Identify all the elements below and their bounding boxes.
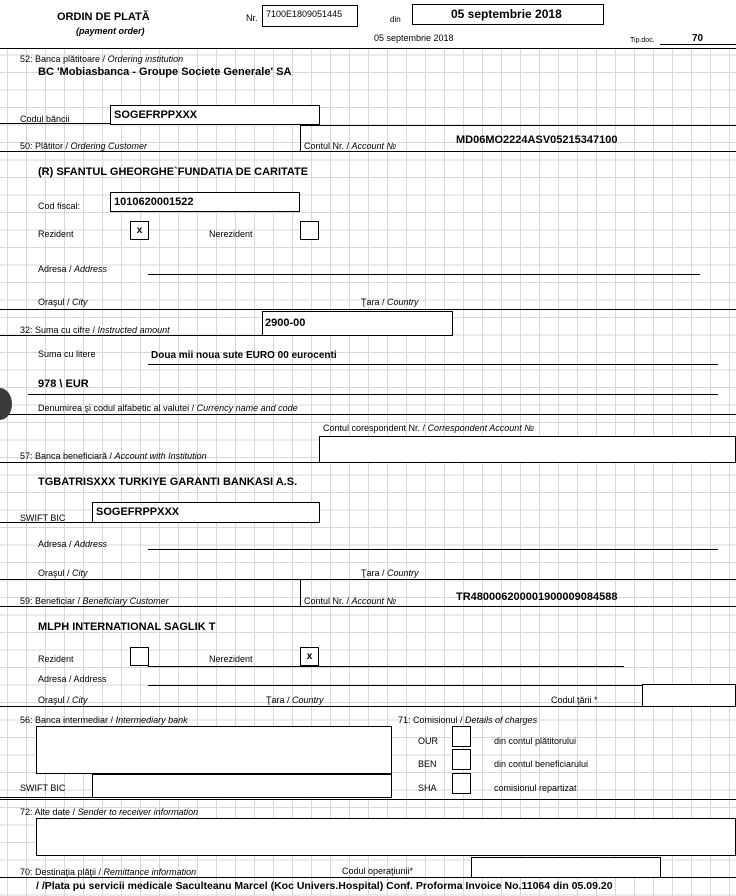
currency-label: Denumirea şi codul alfabetic al valutei / Currency name and code bbox=[38, 403, 298, 413]
remittance-label: 70: Destinaţia plăţii / Remittance information bbox=[20, 867, 197, 877]
charges-sha-checkbox[interactable] bbox=[452, 773, 471, 794]
charges-label: 71: Comisionul / Details of charges bbox=[398, 715, 538, 725]
divider bbox=[0, 151, 736, 152]
tipdoc-underline bbox=[660, 44, 736, 45]
charges-option-code: OUR bbox=[418, 736, 438, 746]
beneficiary-bank-label: 57: Banca beneficiară / Account with Institution bbox=[20, 451, 207, 461]
ben-bank-address-label: Adresa / Address bbox=[38, 539, 108, 549]
ben-address-label: Adresa / Address bbox=[38, 674, 107, 684]
ben-resident-label: Rezident bbox=[38, 654, 74, 664]
ben-country-code-field[interactable] bbox=[642, 684, 736, 707]
ben-city-label: Oraşul / City bbox=[38, 695, 88, 705]
tipdoc-value: 70 bbox=[692, 33, 704, 44]
payer-nonresident-label: Nerezident bbox=[209, 229, 253, 239]
payer-account-label: Contul Nr. / Account № bbox=[304, 141, 397, 151]
ben-bank-country-label: Ţara / Country bbox=[361, 568, 419, 578]
tipdoc-label: Tip.doc. bbox=[630, 37, 655, 44]
bank-code-label: Codul băncii bbox=[20, 114, 70, 124]
charges-option-desc: comisionul repartizat bbox=[494, 783, 577, 793]
date-small: 05 septembrie 2018 bbox=[374, 33, 454, 43]
divider bbox=[0, 309, 736, 310]
divider bbox=[300, 125, 301, 152]
currency-line bbox=[28, 394, 718, 395]
intermediary-field[interactable] bbox=[36, 726, 392, 774]
divider bbox=[300, 125, 736, 126]
divider bbox=[0, 335, 262, 336]
din-label: din bbox=[390, 15, 401, 24]
nr-label: Nr. bbox=[246, 13, 258, 23]
ben-bank-swift-field[interactable] bbox=[92, 502, 320, 523]
amount-words-line bbox=[148, 364, 718, 365]
intermediary-swift-field[interactable] bbox=[92, 774, 392, 798]
intermediary-label: 56: Banca intermediar / Intermediary bank bbox=[20, 715, 188, 725]
ben-nonresident-label: Nerezident bbox=[209, 654, 253, 664]
currency-value[interactable]: 978 \ EUR bbox=[38, 378, 89, 390]
op-code-field[interactable] bbox=[471, 857, 661, 878]
corr-account-label: Contul corespondent Nr. / Correspondent Account № bbox=[323, 423, 535, 433]
bank-code-value: SOGEFRPPXXX bbox=[114, 109, 198, 121]
divider bbox=[0, 606, 736, 607]
form-subtitle: (payment order) bbox=[76, 26, 145, 36]
form-title: ORDIN DE PLATĂ bbox=[57, 11, 150, 23]
ben-bank-address-line[interactable] bbox=[148, 549, 718, 550]
fiscal-code-field[interactable] bbox=[110, 192, 300, 212]
divider bbox=[0, 706, 736, 707]
intermediary-swift-label: SWIFT BIC bbox=[20, 783, 66, 793]
payer-address-line[interactable] bbox=[148, 274, 700, 275]
header-background bbox=[0, 0, 736, 48]
beneficiary-label: 59: Beneficiar / Beneficiary Customer bbox=[20, 596, 169, 606]
payer-resident-label: Rezident bbox=[38, 229, 74, 239]
payer-account-value[interactable]: MD06MO2224ASV05215347100 bbox=[456, 134, 618, 146]
divider bbox=[0, 462, 320, 463]
divider bbox=[0, 123, 110, 124]
payer-nonresident-checkbox[interactable] bbox=[300, 221, 319, 240]
ben-bank-swift-label: SWIFT BIC bbox=[20, 513, 66, 523]
ordering-customer-label: 50: Plătitor / Ordering Customer bbox=[20, 141, 148, 151]
charges-option-desc: din contul beneficiarului bbox=[494, 759, 589, 769]
date-field[interactable] bbox=[412, 4, 604, 25]
divider bbox=[148, 666, 624, 667]
corr-account-field[interactable] bbox=[319, 436, 736, 463]
charges-ben-checkbox[interactable] bbox=[452, 749, 471, 770]
charges-our-checkbox[interactable] bbox=[452, 726, 471, 747]
divider bbox=[0, 48, 736, 49]
amount-field[interactable] bbox=[262, 311, 453, 336]
divider bbox=[0, 414, 736, 415]
payer-resident-checkbox[interactable]: x bbox=[130, 221, 149, 240]
page-edge-marker bbox=[0, 388, 12, 420]
divider bbox=[0, 579, 736, 580]
nr-field[interactable] bbox=[262, 5, 358, 27]
divider bbox=[0, 799, 736, 800]
ordering-institution-label: 52: Banca plătitoare / Ordering institution bbox=[20, 54, 184, 64]
ben-country-label: Ţara / Country bbox=[266, 695, 324, 705]
divider bbox=[0, 797, 92, 798]
divider bbox=[0, 877, 736, 878]
bank-code-field[interactable] bbox=[110, 105, 320, 125]
remittance-value[interactable]: / /Plata pu servicii medicale Saculteanu Marcel (Koc Univers.Hospital) Conf. Proforma Invoice No.11064 din 05.09.20 bbox=[36, 880, 613, 892]
divider bbox=[300, 579, 301, 606]
date-value: 05 septembrie 2018 bbox=[451, 7, 562, 21]
charges-option-code: SHA bbox=[418, 783, 437, 793]
amount-words-value[interactable]: Doua mii noua sute EURO 00 eurocenti bbox=[151, 350, 337, 361]
payer-city-label: Oraşul / City bbox=[38, 297, 88, 307]
beneficiary-account-label: Contul Nr. / Account № bbox=[304, 596, 397, 606]
ben-bank-swift-value: SOGEFRPPXXX bbox=[96, 506, 180, 518]
ben-resident-checkbox[interactable] bbox=[130, 647, 149, 666]
beneficiary-account-value[interactable]: TR480006200001900009084588 bbox=[456, 591, 618, 603]
amount-words-label: Suma cu litere bbox=[38, 349, 96, 359]
other-info-field[interactable] bbox=[36, 818, 736, 856]
ben-nonresident-checkbox[interactable]: x bbox=[300, 647, 319, 666]
ben-address-line[interactable] bbox=[148, 685, 718, 686]
charges-option-code: BEN bbox=[418, 759, 437, 769]
op-code-label: Codul operaţiunii* bbox=[342, 866, 414, 876]
beneficiary-bank-name[interactable]: TGBATRISXXX TURKIYE GARANTI BANKASI A.S. bbox=[38, 476, 298, 488]
charges-option-desc: din contul plătitorului bbox=[494, 736, 577, 746]
ben-bank-city-label: Oraşul / City bbox=[38, 568, 88, 578]
amount-label: 32: Suma cu cifre / Instructed amount bbox=[20, 325, 170, 335]
beneficiary-name[interactable]: MLPH INTERNATIONAL SAGLIK T bbox=[38, 621, 216, 633]
payer-country-label: Ţara / Country bbox=[361, 297, 419, 307]
fiscal-code-label: Cod fiscal: bbox=[38, 201, 81, 211]
payer-name[interactable]: (R) SFANTUL GHEORGHE`FUNDATIA DE CARITATE bbox=[38, 166, 309, 178]
fiscal-code-value: 1010620001522 bbox=[114, 196, 194, 208]
nr-value: 7100E1809051445 bbox=[266, 9, 343, 19]
divider bbox=[0, 522, 92, 523]
payer-address-label: Adresa / Address bbox=[38, 264, 108, 274]
ordering-institution-value[interactable]: BC 'Mobiasbanca - Groupe Societe Generale' SA bbox=[38, 66, 292, 78]
other-info-label: 72: Alte date / Sender to receiver information bbox=[20, 807, 199, 817]
ben-country-code-label: Codul ţării * bbox=[551, 695, 598, 705]
amount-value: 2900-00 bbox=[265, 317, 306, 329]
